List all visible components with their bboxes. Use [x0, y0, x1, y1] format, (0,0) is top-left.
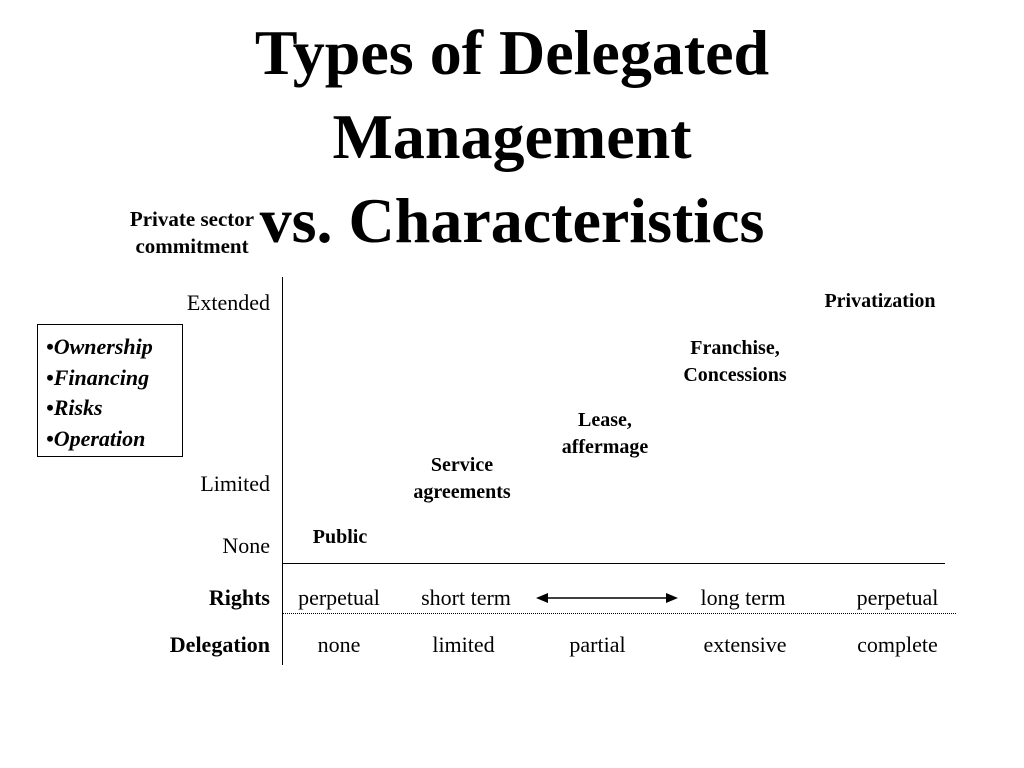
- y-tick-extended: Extended: [186, 290, 270, 315]
- delegation-cell: complete: [857, 632, 938, 657]
- rights-cell: perpetual: [298, 585, 380, 610]
- title-line-2: Management: [332, 101, 692, 172]
- characteristics-box: [37, 324, 183, 457]
- vertical-axis: [282, 277, 283, 665]
- type-privatization: Privatization: [824, 290, 936, 312]
- y-axis-label-line-2: commitment: [135, 234, 249, 258]
- row-label-rights: Rights: [208, 585, 270, 610]
- rights-cell: perpetual: [856, 585, 939, 610]
- type-public: Public: [312, 526, 368, 548]
- rights-cell: short term: [421, 585, 511, 610]
- horizontal-axis: [282, 563, 945, 564]
- rights-cell: long term: [700, 585, 786, 610]
- delegation-cell: none: [317, 632, 361, 657]
- row-label-delegation: Delegation: [169, 632, 270, 657]
- y-axis-label: [112, 206, 272, 260]
- characteristic-item: •Financing: [46, 364, 150, 390]
- title-line-3: vs. Characteristics: [259, 185, 765, 256]
- title-line-1: Types of Delegated: [254, 17, 770, 88]
- type-franchise-concessions: Franchise, Concessions: [683, 337, 787, 386]
- row-separator: [282, 613, 956, 614]
- y-axis-label-line-1: Private sector: [129, 207, 255, 231]
- y-tick-limited: Limited: [200, 471, 270, 496]
- double-arrow-icon: [534, 588, 680, 608]
- delegation-cell: limited: [432, 632, 495, 657]
- characteristic-item: •Risks: [46, 395, 103, 420]
- y-tick-none: None: [222, 533, 270, 558]
- type-lease-affermage: Lease, affermage: [561, 409, 649, 458]
- delegation-cell: partial: [569, 632, 626, 657]
- type-service-agreements: Service agreements: [413, 454, 511, 503]
- characteristic-item: •Operation: [46, 425, 146, 451]
- delegation-cell: extensive: [703, 632, 787, 657]
- characteristic-item: •Ownership: [46, 334, 153, 359]
